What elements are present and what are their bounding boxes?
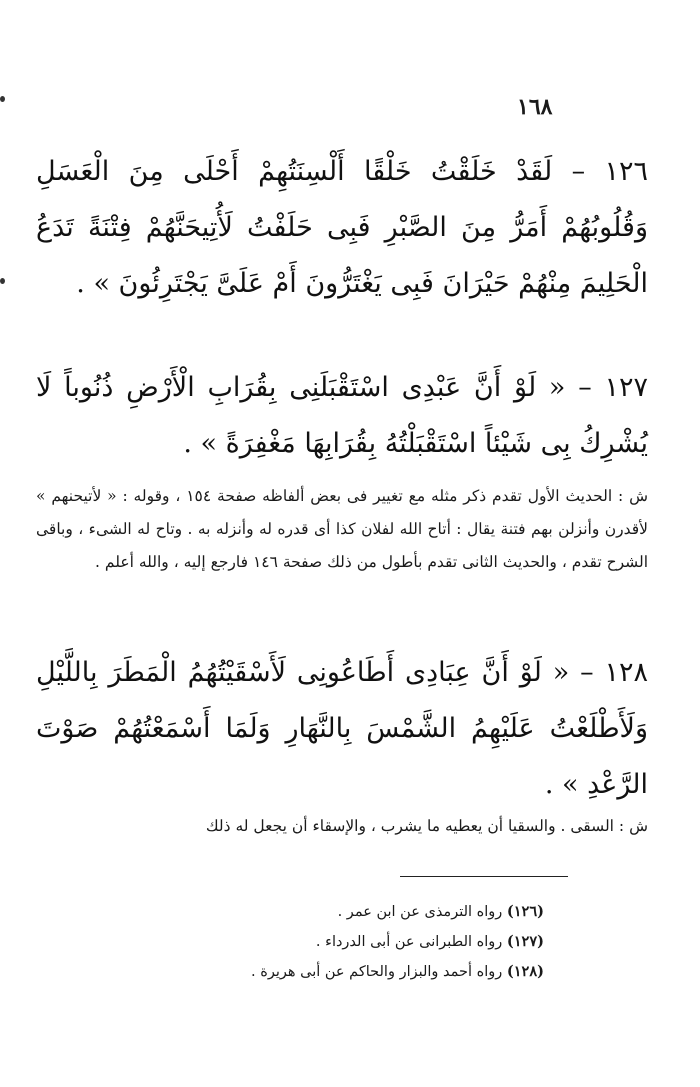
hadith-text: « لَوْ أَنَّ عَبْدِى اسْتَقْبَلَنِى بِقُرَابِ الْأَرْضِ ذُنُوباً لَا يُشْرِكُ بِى شَيْئاً اسْتَقْبَلْتُهُ بِقُرَابِهَا مَغْفِرَةً » . [36,372,648,459]
footnote-item [36,957,544,987]
footnote-item [36,927,544,957]
footnote-number: (١٢٨) [506,963,544,980]
footnote-number: (١٢٦) [506,903,544,920]
footnote-text: رواه أحمد والبزار والحاكم عن أبى هريرة . [251,964,503,980]
hadith-dash: – [565,372,592,403]
footnote-number: (١٢٧) [506,933,544,950]
scan-edge-mark [0,278,5,284]
hadith-text: « لَوْ أَنَّ عِبَادِى أَطَاعُونِى لَأَسْقَيْتُهُمُ الْمَطَرَ بِاللَّيْلِ وَلَأَطْلَعْتُ عَلَيْهِمُ الشَّمْسَ بِالنَّهَارِ وَلَمَا أَسْمَعْتُهُمْ صَوْتَ الرَّعْدِ » . [36,657,648,800]
footnotes [36,897,544,987]
hadith-dash: – [552,156,586,187]
footnote-item [36,897,544,927]
footnote-text: رواه الترمذى عن ابن عمر . [337,904,503,920]
hadith-dash: – [569,657,594,688]
hadith-126 [36,144,648,312]
hadith-128 [36,645,648,813]
hadith-number: ١٢٦ [604,156,649,187]
scan-edge-mark [0,96,5,102]
hadith-127 [36,360,648,472]
commentary-2: ش : السقى . والسقيا أن يعطيه ما يشرب ، والإسقاء أن يجعل له ذلك [205,817,648,835]
hadith-text: لَقَدْ خَلَقْتُ خَلْقًا أَلْسِنَتُهِمْ أَحْلَى مِنَ الْعَسَلِ وَقُلُوبُهُمْ أَمَرُّ مِنَ الصَّبْرِ فَبِى حَلَفْتُ لَأُتِيحَنَّهُمْ فِتْنَةً تَدَعُ الْحَلِيمَ مِنْهُمْ حَيْرَانَ فَبِى يَغْتَرُّونَ أَمْ عَلَىَّ يَجْتَرِئُونَ » . [36,156,648,299]
page-number: ١٦٨ [517,94,553,120]
hadith-number: ١٢٨ [604,657,648,688]
footnote-text: رواه الطبرانى عن أبى الدرداء . [315,934,503,950]
commentary-1: ش : الحديث الأول تقدم ذكر مثله مع تغيير فى بعض ألفاظه صفحة ١٥٤ ، وقوله : « لأتيحنهم » لأقدرن وأنزلن بهم فتنة يقال : أتاح الله لفلان كذا أى قدره له وأنزله به . وتاح له الشىء ، وباقى الشرح تقدم ، والحديث الثانى تقدم بأطول من ذلك صفحة ١٤٦ فارجع إليه ، والله أعلم . [36,487,648,571]
footnote-divider [400,876,568,877]
hadith-number: ١٢٧ [604,372,648,403]
